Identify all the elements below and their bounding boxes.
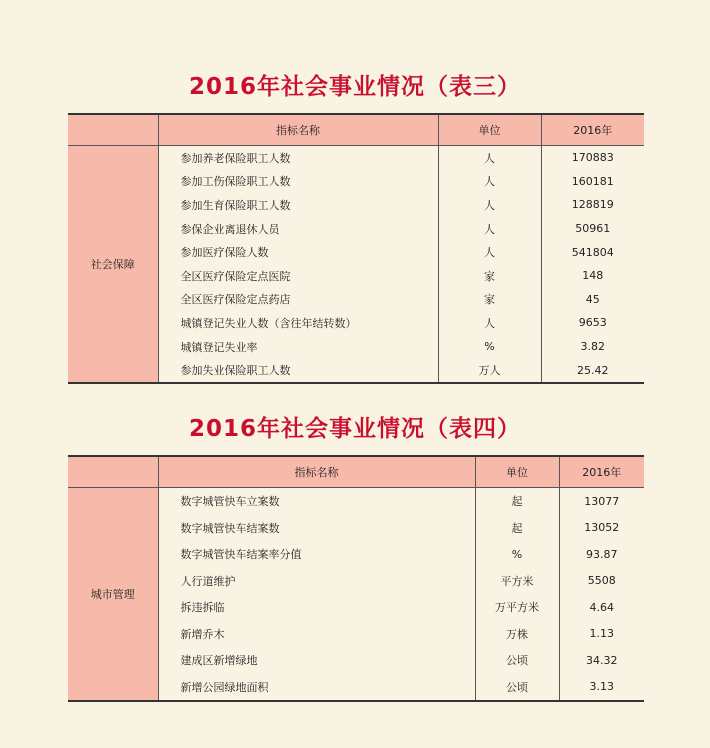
indicator-name: 数字城管快车结案率分值 [158, 541, 475, 568]
indicator-unit: 万人 [438, 358, 541, 383]
indicator-name: 参加工伤保险职工人数 [158, 170, 438, 194]
table4-header-year: 2016年 [559, 456, 644, 488]
table3-header-year: 2016年 [541, 114, 644, 146]
indicator-unit: 起 [475, 488, 559, 515]
indicator-unit: 家 [438, 288, 541, 312]
table4-header-row [68, 456, 644, 488]
indicator-name: 拆违拆临 [158, 594, 475, 621]
indicator-unit: 人 [438, 311, 541, 335]
indicator-unit: 人 [438, 217, 541, 241]
indicator-unit: % [438, 335, 541, 359]
indicator-value: 13052 [559, 515, 644, 542]
indicator-value: 128819 [541, 193, 644, 217]
table3 [68, 113, 644, 384]
indicator-name: 全区医疗保险定点医院 [158, 264, 438, 288]
table3-header-unit: 单位 [438, 114, 541, 146]
indicator-unit: 平方米 [475, 568, 559, 595]
indicator-name: 新增公园绿地面积 [158, 674, 475, 702]
indicator-name: 参加失业保险职工人数 [158, 358, 438, 383]
indicator-name: 新增乔木 [158, 621, 475, 648]
indicator-unit: 万平方米 [475, 594, 559, 621]
indicator-unit: 公顷 [475, 674, 559, 702]
indicator-unit: 人 [438, 193, 541, 217]
indicator-value: 13077 [559, 488, 644, 515]
indicator-unit: 人 [438, 240, 541, 264]
indicator-value: 9653 [541, 311, 644, 335]
indicator-name: 参加医疗保险人数 [158, 240, 438, 264]
indicator-value: 4.64 [559, 594, 644, 621]
indicator-value: 148 [541, 264, 644, 288]
indicator-name: 数字城管快车结案数 [158, 515, 475, 542]
table4 [68, 455, 644, 702]
indicator-name: 数字城管快车立案数 [158, 488, 475, 515]
table3-title: 2016年社会事业情况（表三） [188, 74, 521, 100]
table3-header-category [68, 114, 158, 146]
indicator-name: 建成区新增绿地 [158, 647, 475, 674]
indicator-unit: 人 [438, 146, 541, 170]
indicator-value: 170883 [541, 146, 644, 170]
indicator-value: 5508 [559, 568, 644, 595]
indicator-value: 34.32 [559, 647, 644, 674]
indicator-name: 城镇登记失业人数（含往年结转数） [158, 311, 438, 335]
indicator-name: 参加养老保险职工人数 [158, 146, 438, 170]
indicator-value: 93.87 [559, 541, 644, 568]
table3-header-name: 指标名称 [158, 114, 438, 146]
indicator-value: 3.82 [541, 335, 644, 359]
table4-title: 2016年社会事业情况（表四） [188, 416, 521, 442]
indicator-unit: 万株 [475, 621, 559, 648]
indicator-value: 3.13 [559, 674, 644, 702]
indicator-name: 城镇登记失业率 [158, 335, 438, 359]
table4-category: 城市管理 [68, 488, 158, 702]
table-row [68, 146, 644, 170]
indicator-value: 45 [541, 288, 644, 312]
indicator-name: 参保企业离退休人员 [158, 217, 438, 241]
indicator-value: 541804 [541, 240, 644, 264]
indicator-name: 人行道维护 [158, 568, 475, 595]
indicator-name: 参加生育保险职工人数 [158, 193, 438, 217]
indicator-value: 50961 [541, 217, 644, 241]
table-row [68, 488, 644, 515]
indicator-value: 1.13 [559, 621, 644, 648]
indicator-value: 25.42 [541, 358, 644, 383]
indicator-unit: 家 [438, 264, 541, 288]
table3-header-row [68, 114, 644, 146]
indicator-unit: 起 [475, 515, 559, 542]
table4-header-name: 指标名称 [158, 456, 475, 488]
indicator-value: 160181 [541, 170, 644, 194]
indicator-unit: % [475, 541, 559, 568]
indicator-name: 全区医疗保险定点药店 [158, 288, 438, 312]
table4-header-category [68, 456, 158, 488]
indicator-unit: 公顷 [475, 647, 559, 674]
indicator-unit: 人 [438, 170, 541, 194]
table3-category: 社会保障 [68, 146, 158, 383]
table4-header-unit: 单位 [475, 456, 559, 488]
